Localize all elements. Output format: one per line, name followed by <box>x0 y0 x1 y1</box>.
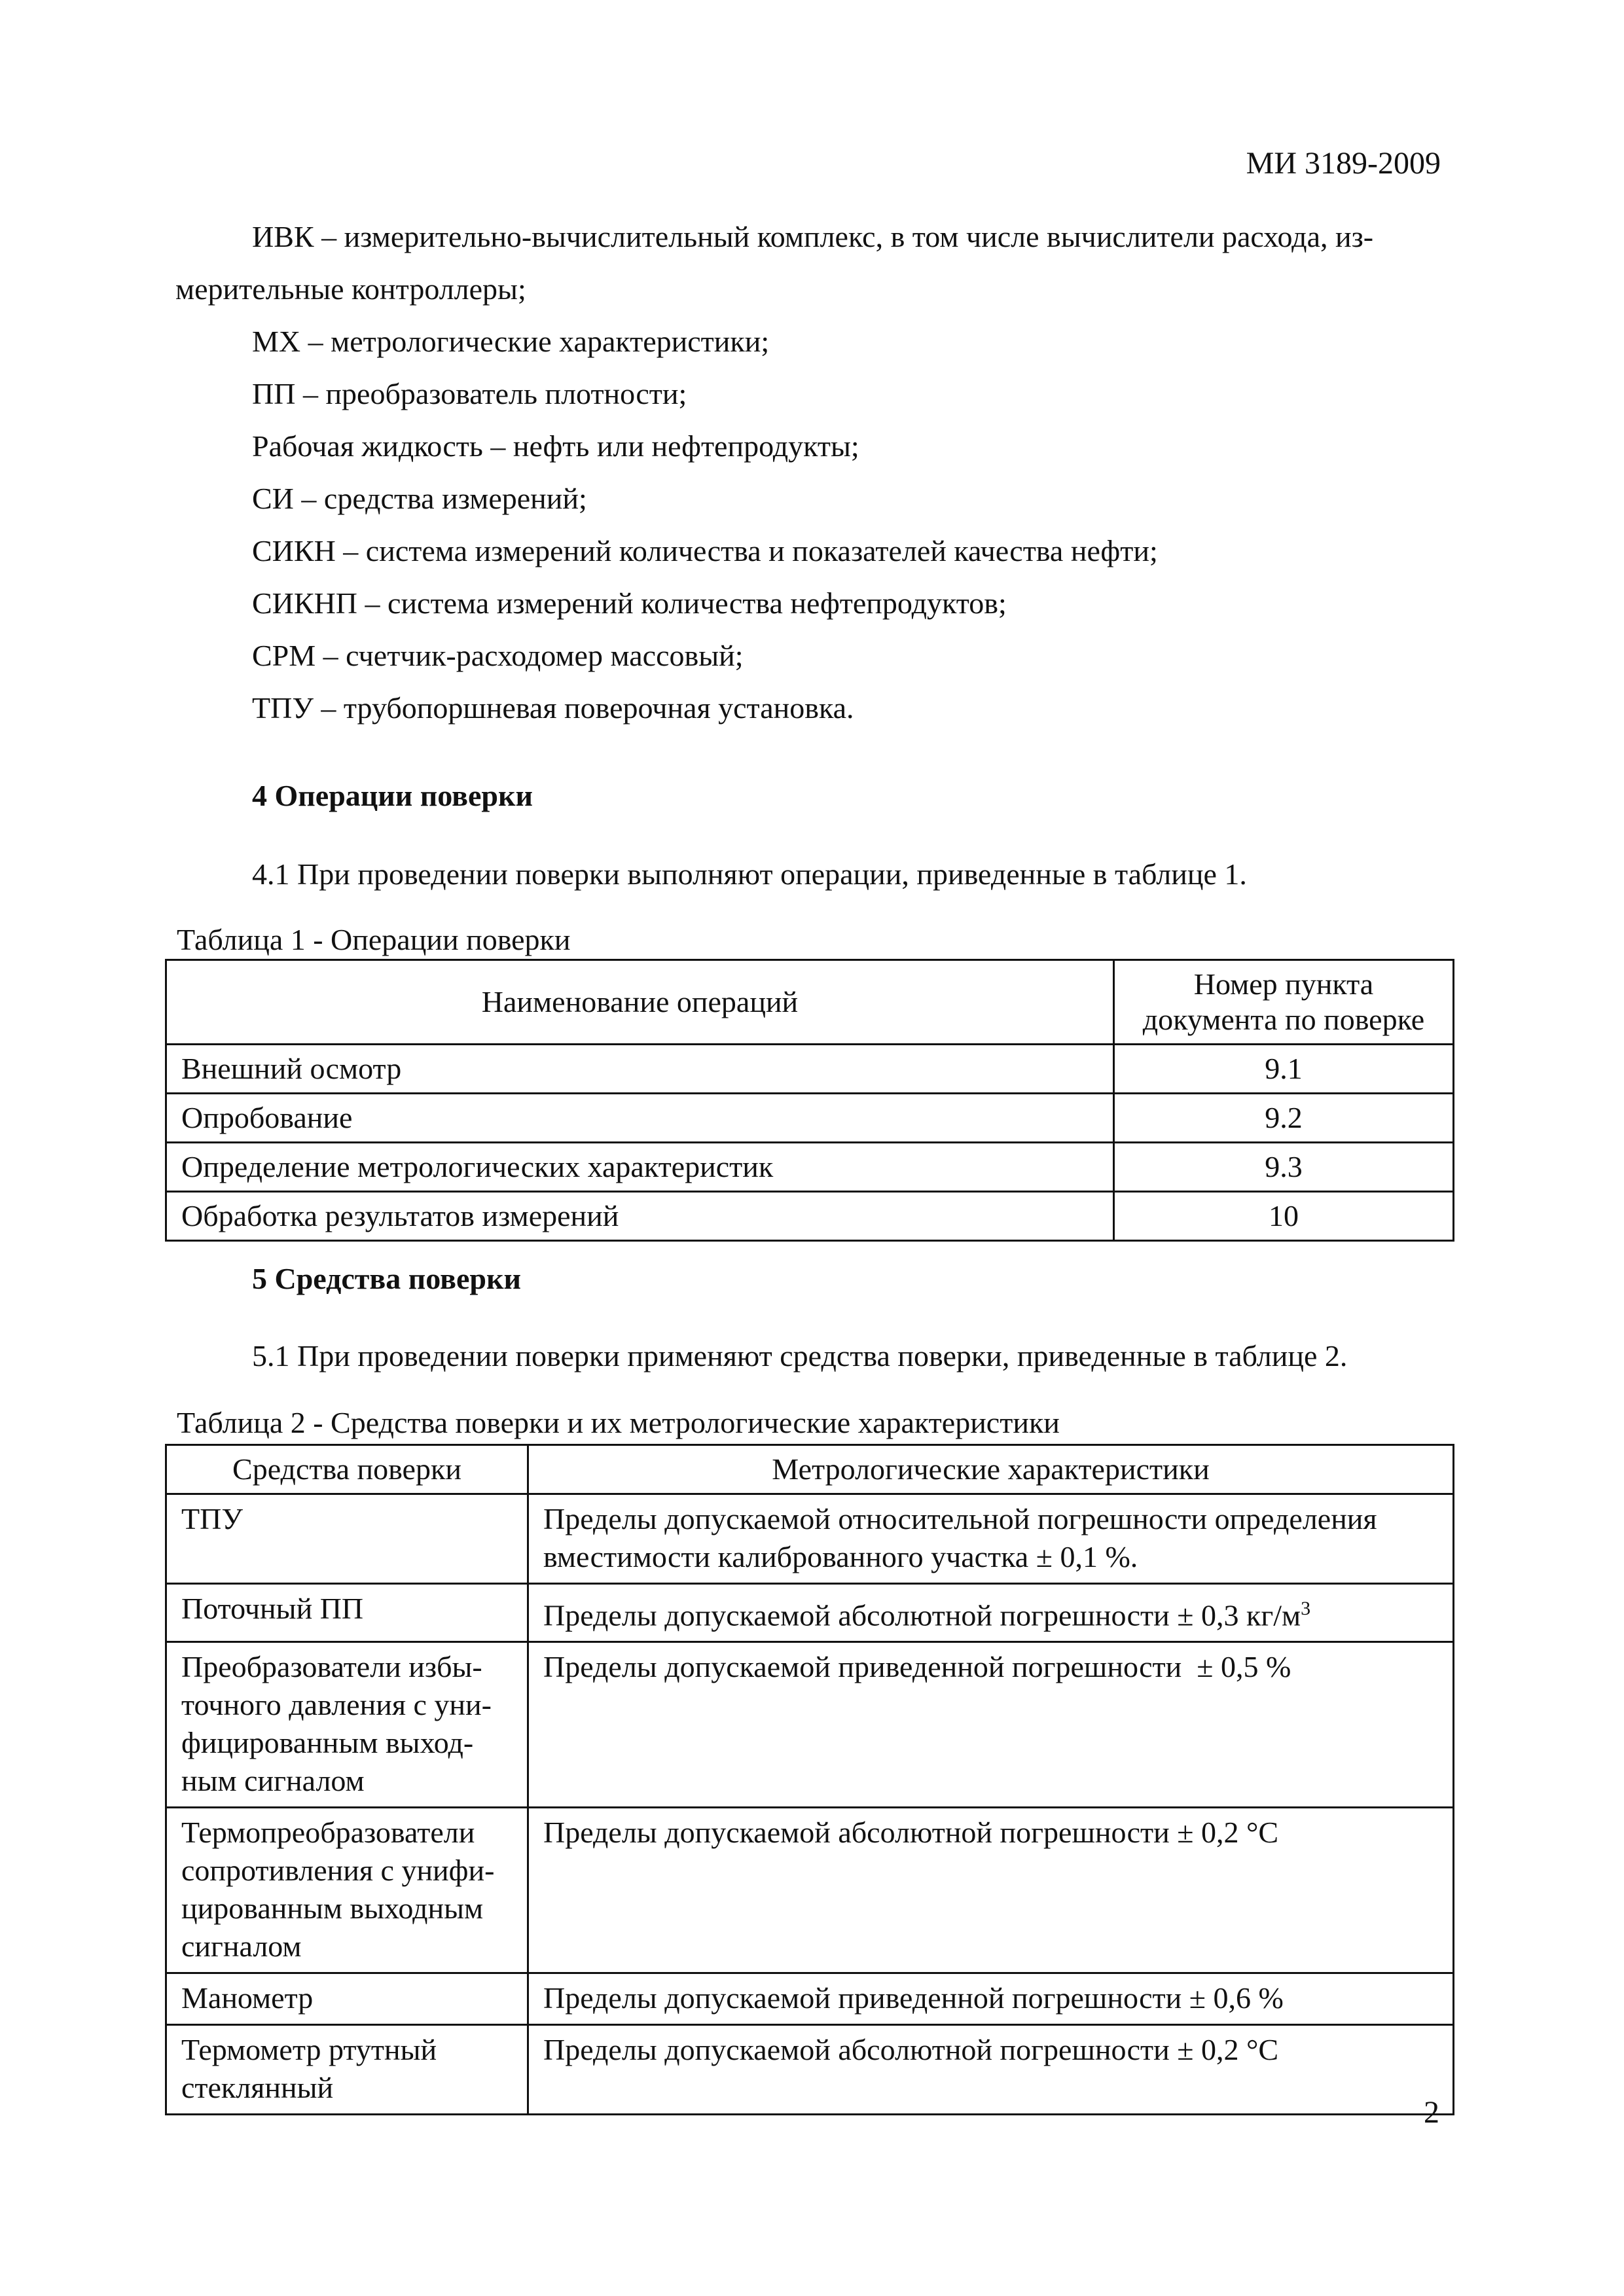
clause-number-cell: 9.2 <box>1114 1094 1454 1143</box>
cell-line: Пределы допускаемой приведенной погрешности ± 0,5 % <box>543 1650 1291 1684</box>
means-cell <box>166 1642 528 1808</box>
document-code: МИ 3189-2009 <box>1246 146 1441 181</box>
cell-line: точного давления с уни- <box>181 1688 492 1722</box>
characteristics-cell <box>528 1494 1454 1584</box>
column-header-characteristics: Метрологические характеристики <box>528 1445 1454 1494</box>
definition-srm: СРМ – счетчик-расходомер массовый; <box>252 639 744 672</box>
cell-line <box>543 1590 1438 1634</box>
characteristics-cell <box>528 1584 1454 1642</box>
superscript: 3 <box>1301 1598 1311 1619</box>
section-5-heading: 5 Средства поверки <box>252 1262 521 1295</box>
means-cell <box>166 1973 528 2025</box>
cell-line: Термопреобразователи <box>181 1816 475 1850</box>
table-1-operations <box>165 959 1454 1242</box>
column-header-means: Средства поверки <box>166 1445 528 1494</box>
cell-line: Пределы допускаемой абсолютной погрешности ± 0,2 °С <box>543 1816 1279 1850</box>
table-header-row <box>166 960 1454 1045</box>
cell-line: сигналом <box>181 1929 302 1964</box>
clause-number-cell: 9.3 <box>1114 1143 1454 1192</box>
definition-working-fluid: Рабочая жидкость – нефть или нефтепродукты; <box>252 429 859 463</box>
page-number: 2 <box>1424 2095 1439 2130</box>
cell-line: Пределы допускаемой абсолютной погрешности ± 0,2 °С <box>543 2033 1279 2067</box>
means-cell <box>166 1808 528 1973</box>
operation-name-cell: Обработка результатов измерений <box>166 1192 1114 1241</box>
definition-ivk: ИВК – измерительно-вычислительный комплекс, в том числе вычислители расхода, из- <box>252 220 1374 253</box>
section-5-1-text: 5.1 При проведении поверки применяют средства поверки, приведенные в таблице 2. <box>252 1339 1348 1372</box>
cell-line: ТПУ <box>181 1502 243 1535</box>
operation-name-cell: Внешний осмотр <box>166 1045 1114 1094</box>
table-row <box>166 1973 1454 2025</box>
table-row <box>166 1192 1454 1241</box>
definition-tpu: ТПУ – трубопоршневая поверочная установка. <box>252 691 854 725</box>
cell-text: Пределы допускаемой абсолютной погрешности ± 0,3 кг/м <box>543 1598 1301 1632</box>
table-row <box>166 2025 1454 2115</box>
section-4-1-text: 4.1 При проведении поверки выполняют операции, приведенные в таблице 1. <box>252 857 1247 891</box>
cell-line: цированным выходным <box>181 1892 484 1926</box>
table-1-caption: Таблица 1 - Операции поверки <box>177 923 571 956</box>
column-header-line: документа по поверке <box>1142 1003 1425 1036</box>
definition-sikn: СИКН – система измерений количества и показателей качества нефти; <box>252 534 1158 567</box>
column-header-operation-name: Наименование операций <box>166 960 1114 1045</box>
cell-line: Термометр ртутный <box>181 2033 437 2067</box>
table-row <box>166 1808 1454 1973</box>
cell-line: стеклянный <box>181 2071 334 2105</box>
definition-siknp: СИКНП – система измерений количества нефтепродуктов; <box>252 586 1007 620</box>
table-row <box>166 1094 1454 1143</box>
cell-line: Манометр <box>181 1981 314 2015</box>
operation-name-cell: Определение метрологических характеристик <box>166 1143 1114 1192</box>
definition-si: СИ – средства измерений; <box>252 482 587 515</box>
cell-line: Пределы допускаемой относительной погрешности определения <box>543 1502 1377 1535</box>
table-row <box>166 1584 1454 1642</box>
cell-line: фицированным выход- <box>181 1726 474 1760</box>
table-row <box>166 1642 1454 1808</box>
characteristics-cell <box>528 1808 1454 1973</box>
operation-name-cell: Опробование <box>166 1094 1114 1143</box>
characteristics-cell <box>528 1642 1454 1808</box>
table-row <box>166 1045 1454 1094</box>
cell-line: вместимости калиброванного участка ± 0,1 %. <box>543 1540 1138 1573</box>
section-4-heading: 4 Операции поверки <box>252 779 533 812</box>
definition-mx: МХ – метрологические характеристики; <box>252 325 770 358</box>
cell-line: Пределы допускаемой приведенной погрешности ± 0,6 % <box>543 1981 1284 2015</box>
table-header-row <box>166 1445 1454 1494</box>
clause-number-cell: 10 <box>1114 1192 1454 1241</box>
cell-line: ным сигналом <box>181 1764 365 1798</box>
clause-number-cell: 9.1 <box>1114 1045 1454 1094</box>
means-cell <box>166 2025 528 2115</box>
table-row <box>166 1494 1454 1584</box>
table-2-caption: Таблица 2 - Средства поверки и их метрологические характеристики <box>177 1406 1060 1439</box>
column-header-line: Номер пункта <box>1193 967 1374 1001</box>
table-2-verification-means <box>165 1444 1454 2115</box>
means-cell <box>166 1494 528 1584</box>
cell-line: Поточный ПП <box>181 1592 364 1625</box>
definition-pp: ПП – преобразователь плотности; <box>252 377 687 410</box>
characteristics-cell <box>528 1973 1454 2025</box>
characteristics-cell <box>528 2025 1454 2115</box>
column-header-document-clause <box>1114 960 1454 1045</box>
means-cell <box>166 1584 528 1642</box>
table-row <box>166 1143 1454 1192</box>
cell-line: сопротивления с унифи- <box>181 1854 495 1888</box>
cell-line: Преобразователи избы- <box>181 1650 482 1684</box>
definition-ivk-continued: мерительные контроллеры; <box>175 272 526 306</box>
